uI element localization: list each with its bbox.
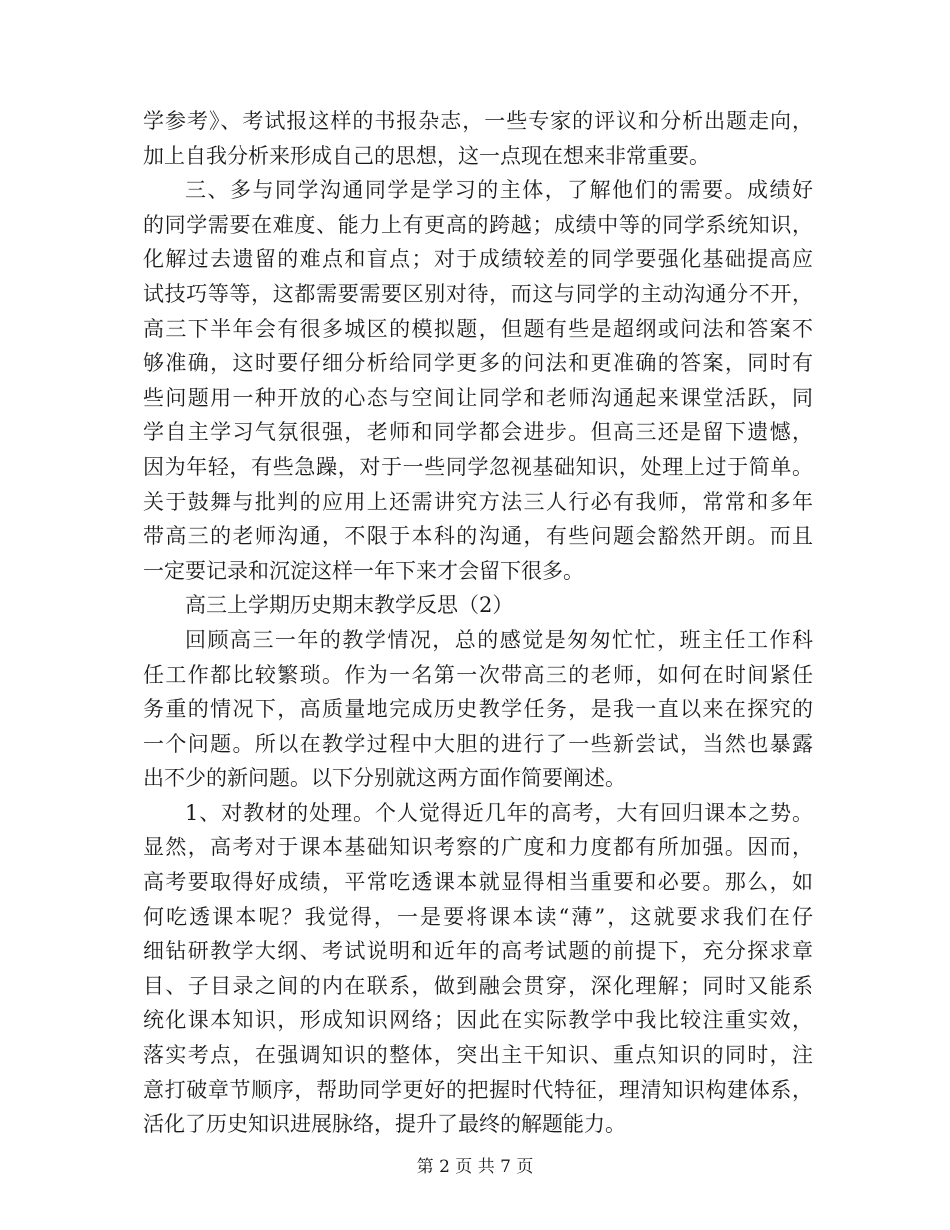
text-line: 1、对教材的处理。个人觉得近几年的高考，大有回归课本之势。	[185, 800, 813, 825]
text-line: 回顾高三一年的教学情况，总的感觉是匆匆忙忙，班主任工作科	[185, 627, 813, 652]
text-line: 细钻研教学大纲、考试说明和近年的高考试题的前提下，充分探求章	[143, 939, 813, 964]
text-line: 显然，高考对于课本基础知识考察的广度和力度都有所加强。因而，	[143, 835, 813, 860]
text-line: 些问题用一种开放的心态与空间让同学和老师沟通起来课堂活跃，同	[143, 385, 813, 410]
text-line: 意打破章节顺序，帮助同学更好的把握时代特征，理清知识构建体系，	[143, 1077, 813, 1102]
text-line: 活化了历史知识进展脉络，提升了最终的解题能力。	[143, 1112, 626, 1137]
text-line: 试技巧等等，这都需要需要区别对待，而这与同学的主动沟通分不开，	[143, 281, 813, 306]
paragraph	[143, 104, 813, 173]
text-line: 落实考点，在强调知识的整体，突出主干知识、重点知识的同时，注	[143, 1043, 813, 1068]
text-line: 学参考》、考试报这样的书报杂志，一些专家的评议和分析出题走向，	[143, 109, 813, 133]
page-footer: 第 2 页 共 7 页	[416, 1157, 534, 1177]
text-line: 一定要记录和沉淀这样一年下来才会留下很多。	[143, 558, 584, 583]
text-line: 高考要取得好成绩，平常吃透课本就显得相当重要和必要。那么，如	[143, 870, 813, 895]
paragraph	[143, 623, 813, 796]
text-line: 够准确，这时要仔细分析给同学更多的问法和更准确的答案，同时有	[143, 351, 813, 376]
text-line: 化解过去遗留的难点和盲点；对于成绩较差的同学要强化基础提高应	[143, 247, 813, 272]
text-line: 三、多与同学沟通同学是学习的主体，了解他们的需要。成绩好	[185, 178, 813, 203]
text-line: 任工作都比较繁琐。作为一名第一次带高三的老师，如何在时间紧任	[143, 662, 813, 687]
text-line: 高三上学期历史期末教学反思（2）	[185, 593, 514, 618]
text-line: 何吃透课本呢？我觉得，一是要将课本读“薄”，这就要求我们在仔	[143, 904, 813, 929]
paragraph	[143, 796, 813, 1142]
text-line: 务重的情况下，高质量地完成历史教学任务，是我一直以来在探究的	[143, 697, 813, 722]
text-line: 因为年轻，有些急躁，对于一些同学忽视基础知识，处理上过于简单。	[143, 454, 813, 479]
text-line: 带高三的老师沟通，不限于本科的沟通，有些问题会豁然开朗。而且	[143, 524, 813, 549]
text-line: 一个问题。所以在教学过程中大胆的进行了一些新尝试，当然也暴露	[143, 731, 813, 756]
text-line: 出不少的新问题。以下分别就这两方面作简要阐述。	[143, 766, 626, 791]
text-line: 统化课本知识，形成知识网络；因此在实际教学中我比较注重实效，	[143, 1008, 813, 1033]
document-body	[143, 104, 813, 1142]
text-line: 学自主学习气氛很强，老师和同学都会进步。但高三还是留下遗憾，	[143, 420, 813, 445]
text-line: 关于鼓舞与批判的应用上还需讲究方法三人行必有我师，常常和多年	[143, 489, 813, 514]
text-line: 加上自我分析来形成自己的思想，这一点现在想来非常重要。	[143, 143, 710, 168]
text-line: 目、子目录之间的内在联系，做到融会贯穿，深化理解；同时又能系	[143, 973, 813, 998]
text-line: 的同学需要在难度、能力上有更高的跨越；成绩中等的同学系统知识，	[143, 212, 813, 237]
paragraph	[143, 173, 813, 588]
paragraph	[143, 588, 813, 623]
text-line: 高三下半年会有很多城区的模拟题，但题有些是超纲或问法和答案不	[143, 316, 813, 341]
